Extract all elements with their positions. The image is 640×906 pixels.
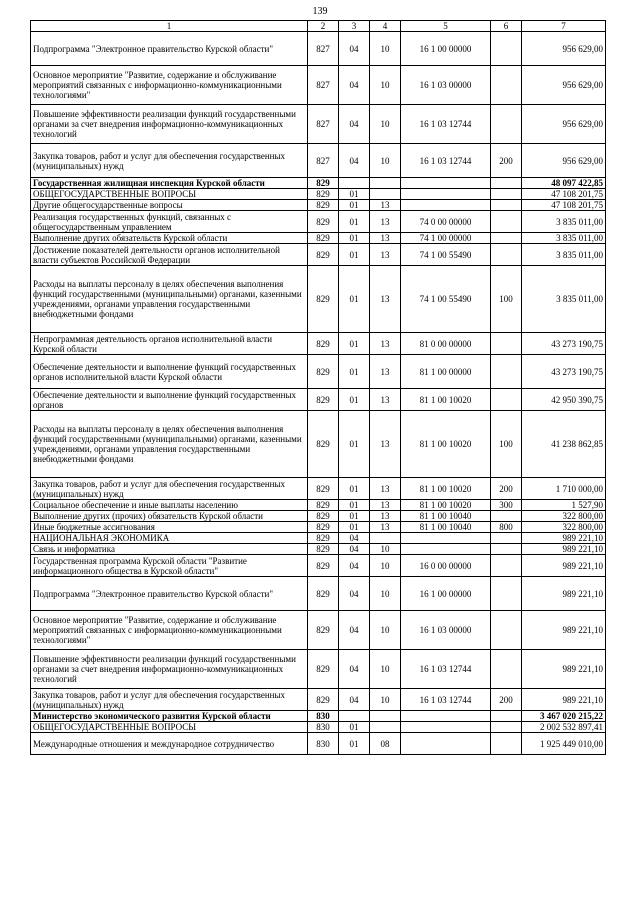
table-row <box>31 478 606 500</box>
table-row <box>31 611 606 650</box>
row-amount: 322 800,00 <box>522 522 606 533</box>
row-grbs: 827 <box>308 144 339 178</box>
row-section <box>339 178 370 189</box>
row-amount: 989 221,10 <box>522 611 606 650</box>
row-target-article: 81 1 00 00000 <box>401 355 491 389</box>
table-row <box>31 105 606 144</box>
row-grbs: 827 <box>308 105 339 144</box>
table-row <box>31 233 606 244</box>
row-section: 01 <box>339 411 370 478</box>
row-amount: 1 710 000,00 <box>522 478 606 500</box>
row-section: 04 <box>339 144 370 178</box>
row-expense-type: 300 <box>491 500 522 511</box>
row-section: 01 <box>339 189 370 200</box>
row-amount: 989 221,10 <box>522 555 606 577</box>
row-name: Повышение эффективности реализации функций государственными органами за счет внедрения информационно-коммуникационных технологий <box>31 650 308 689</box>
row-expense-type <box>491 650 522 689</box>
row-expense-type <box>491 733 522 755</box>
row-grbs: 829 <box>308 355 339 389</box>
row-grbs: 829 <box>308 544 339 555</box>
row-amount: 322 800,00 <box>522 511 606 522</box>
row-expense-type: 100 <box>491 411 522 478</box>
row-grbs: 827 <box>308 32 339 66</box>
row-target-article: 16 1 03 12744 <box>401 144 491 178</box>
table-row <box>31 389 606 411</box>
row-amount: 1 925 449 010,00 <box>522 733 606 755</box>
row-target-article <box>401 544 491 555</box>
row-section: 01 <box>339 478 370 500</box>
row-subsection: 10 <box>370 32 401 66</box>
row-expense-type <box>491 611 522 650</box>
table-row <box>31 355 606 389</box>
table-row <box>31 722 606 733</box>
table-row <box>31 211 606 233</box>
row-subsection: 10 <box>370 66 401 105</box>
row-name: Другие общегосударственные вопросы <box>31 200 308 211</box>
row-target-article: 74 0 00 00000 <box>401 211 491 233</box>
row-expense-type <box>491 211 522 233</box>
row-section: 01 <box>339 389 370 411</box>
row-subsection: 08 <box>370 733 401 755</box>
row-subsection: 13 <box>370 233 401 244</box>
row-section: 01 <box>339 244 370 266</box>
row-name: Основное мероприятие "Развитие, содержание и обслуживание мероприятий связанных с информационно-коммуникационными технологиями" <box>31 66 308 105</box>
table-row <box>31 511 606 522</box>
row-name: Основное мероприятие "Развитие, содержание и обслуживание мероприятий связанных с информационно-коммуникационными технологиями" <box>31 611 308 650</box>
row-section <box>339 711 370 722</box>
row-target-article: 81 1 00 10020 <box>401 500 491 511</box>
row-name: Государственная жилищная инспекция Курской области <box>31 178 308 189</box>
row-name: Закупка товаров, работ и услуг для обеспечения государственных (муниципальных) нужд <box>31 144 308 178</box>
table-row <box>31 555 606 577</box>
row-section: 04 <box>339 611 370 650</box>
row-grbs: 829 <box>308 266 339 333</box>
row-amount: 1 527,90 <box>522 500 606 511</box>
header-col-5: 5 <box>401 21 491 32</box>
row-grbs: 830 <box>308 722 339 733</box>
row-subsection: 10 <box>370 555 401 577</box>
table-row <box>31 333 606 355</box>
row-name: Обеспечение деятельности и выполнение функций государственных органов <box>31 389 308 411</box>
row-amount: 48 097 422,85 <box>522 178 606 189</box>
row-grbs: 829 <box>308 244 339 266</box>
row-name: Государственная программа Курской области "Развитие информационного общества в Курской области" <box>31 555 308 577</box>
row-grbs: 829 <box>308 478 339 500</box>
row-name: Социальное обеспечение и иные выплаты населению <box>31 500 308 511</box>
row-section: 04 <box>339 32 370 66</box>
row-target-article: 81 1 00 10020 <box>401 389 491 411</box>
row-subsection: 13 <box>370 200 401 211</box>
row-name: Выполнение других (прочих) обязательств Курской области <box>31 511 308 522</box>
row-target-article <box>401 733 491 755</box>
row-section: 01 <box>339 266 370 333</box>
header-col-7: 7 <box>522 21 606 32</box>
row-section: 01 <box>339 733 370 755</box>
row-expense-type <box>491 389 522 411</box>
row-name: Расходы на выплаты персоналу в целях обеспечения выполнения функций государственными (муниципальными) органами, казенными учреждениями, органами управления государственными внебюджетными фондами <box>31 266 308 333</box>
row-name: Выполнение других обязательств Курской области <box>31 233 308 244</box>
row-expense-type <box>491 533 522 544</box>
row-name: Реализация государственных функций, связанных с общегосударственным управлением <box>31 211 308 233</box>
row-grbs: 829 <box>308 555 339 577</box>
row-target-article <box>401 200 491 211</box>
table-row <box>31 189 606 200</box>
row-target-article: 16 0 00 00000 <box>401 555 491 577</box>
table-row <box>31 544 606 555</box>
row-amount: 47 108 201,75 <box>522 200 606 211</box>
row-expense-type <box>491 233 522 244</box>
row-name: Международные отношения и международное сотрудничество <box>31 733 308 755</box>
row-name: Расходы на выплаты персоналу в целях обеспечения выполнения функций государственными (муниципальными) органами, казенными учреждениями, органами управления государственными внебюджетными фондами <box>31 411 308 478</box>
row-target-article: 81 0 00 00000 <box>401 333 491 355</box>
row-expense-type <box>491 66 522 105</box>
row-grbs: 829 <box>308 500 339 511</box>
row-target-article <box>401 178 491 189</box>
row-subsection: 10 <box>370 544 401 555</box>
row-subsection: 13 <box>370 333 401 355</box>
row-subsection <box>370 533 401 544</box>
row-expense-type <box>491 244 522 266</box>
header-col-4: 4 <box>370 21 401 32</box>
table-row <box>31 66 606 105</box>
row-target-article: 74 1 00 55490 <box>401 266 491 333</box>
header-col-2: 2 <box>308 21 339 32</box>
row-amount: 956 629,00 <box>522 66 606 105</box>
row-name: Подпрограмма "Электронное правительство Курской области" <box>31 577 308 611</box>
table-row <box>31 178 606 189</box>
row-section: 04 <box>339 555 370 577</box>
row-amount: 42 950 390,75 <box>522 389 606 411</box>
row-subsection: 13 <box>370 500 401 511</box>
row-subsection: 10 <box>370 144 401 178</box>
row-amount: 989 221,10 <box>522 577 606 611</box>
row-target-article <box>401 533 491 544</box>
row-amount: 43 273 190,75 <box>522 355 606 389</box>
row-grbs: 829 <box>308 689 339 711</box>
row-section: 01 <box>339 355 370 389</box>
row-subsection <box>370 178 401 189</box>
row-grbs: 829 <box>308 211 339 233</box>
row-name: ОБЩЕГОСУДАРСТВЕННЫЕ ВОПРОСЫ <box>31 722 308 733</box>
row-grbs: 827 <box>308 66 339 105</box>
row-amount: 989 221,10 <box>522 533 606 544</box>
row-expense-type <box>491 511 522 522</box>
row-amount: 989 221,10 <box>522 544 606 555</box>
row-subsection: 13 <box>370 478 401 500</box>
row-subsection: 10 <box>370 611 401 650</box>
row-amount: 41 238 862,85 <box>522 411 606 478</box>
row-expense-type <box>491 32 522 66</box>
row-section: 01 <box>339 211 370 233</box>
row-subsection <box>370 711 401 722</box>
row-subsection <box>370 722 401 733</box>
row-expense-type: 100 <box>491 266 522 333</box>
table-row <box>31 244 606 266</box>
row-target-article: 74 1 00 55490 <box>401 244 491 266</box>
row-target-article: 81 1 00 10040 <box>401 522 491 533</box>
table-row <box>31 533 606 544</box>
row-amount: 43 273 190,75 <box>522 333 606 355</box>
row-subsection: 13 <box>370 511 401 522</box>
row-expense-type: 800 <box>491 522 522 533</box>
table-body <box>31 32 606 755</box>
row-grbs: 829 <box>308 522 339 533</box>
row-amount: 3 835 011,00 <box>522 244 606 266</box>
table-row <box>31 522 606 533</box>
budget-table <box>30 20 606 755</box>
row-name: Непрограммная деятельность органов исполнительной власти Курской области <box>31 333 308 355</box>
row-name: ОБЩЕГОСУДАРСТВЕННЫЕ ВОПРОСЫ <box>31 189 308 200</box>
table-row <box>31 733 606 755</box>
row-expense-type <box>491 105 522 144</box>
row-expense-type <box>491 711 522 722</box>
row-amount: 3 835 011,00 <box>522 233 606 244</box>
row-expense-type: 200 <box>491 478 522 500</box>
row-amount: 956 629,00 <box>522 32 606 66</box>
row-name: Иные бюджетные ассигнования <box>31 522 308 533</box>
row-grbs: 829 <box>308 611 339 650</box>
row-name: Повышение эффективности реализации функций государственными органами за счет внедрения информационно-коммуникационных технологий <box>31 105 308 144</box>
row-expense-type <box>491 355 522 389</box>
row-grbs: 829 <box>308 189 339 200</box>
row-expense-type: 200 <box>491 144 522 178</box>
row-section: 01 <box>339 722 370 733</box>
row-grbs: 829 <box>308 200 339 211</box>
row-amount: 3 467 020 215,22 <box>522 711 606 722</box>
row-section: 04 <box>339 577 370 611</box>
row-grbs: 829 <box>308 333 339 355</box>
table-row <box>31 32 606 66</box>
row-subsection: 13 <box>370 244 401 266</box>
table-row <box>31 650 606 689</box>
row-subsection: 10 <box>370 577 401 611</box>
row-target-article: 16 1 03 12744 <box>401 105 491 144</box>
row-amount: 3 835 011,00 <box>522 266 606 333</box>
row-name: Подпрограмма "Электронное правительство Курской области" <box>31 32 308 66</box>
row-grbs: 830 <box>308 733 339 755</box>
row-name: НАЦИОНАЛЬНАЯ ЭКОНОМИКА <box>31 533 308 544</box>
row-name: Связь и информатика <box>31 544 308 555</box>
row-grbs: 829 <box>308 533 339 544</box>
row-section: 01 <box>339 511 370 522</box>
row-target-article: 81 1 00 10040 <box>401 511 491 522</box>
row-target-article: 16 1 00 00000 <box>401 577 491 611</box>
row-section: 04 <box>339 533 370 544</box>
row-name: Достижение показателей деятельности органов исполнительной власти субъектов Российской Федерации <box>31 244 308 266</box>
row-amount: 3 835 011,00 <box>522 211 606 233</box>
row-amount: 956 629,00 <box>522 144 606 178</box>
row-target-article: 16 1 03 12744 <box>401 650 491 689</box>
row-target-article <box>401 722 491 733</box>
row-subsection <box>370 189 401 200</box>
row-subsection: 13 <box>370 211 401 233</box>
row-grbs: 829 <box>308 411 339 478</box>
row-target-article: 81 1 00 10020 <box>401 478 491 500</box>
row-target-article: 16 1 03 00000 <box>401 611 491 650</box>
row-expense-type <box>491 555 522 577</box>
row-expense-type <box>491 333 522 355</box>
row-expense-type <box>491 189 522 200</box>
row-target-article: 74 1 00 00000 <box>401 233 491 244</box>
row-section: 01 <box>339 522 370 533</box>
row-expense-type <box>491 200 522 211</box>
row-target-article: 16 1 03 00000 <box>401 66 491 105</box>
table-row <box>31 266 606 333</box>
table-row <box>31 689 606 711</box>
row-name: Обеспечение деятельности и выполнение функций государственных органов исполнительной власти Курской области <box>31 355 308 389</box>
page-number: 139 <box>312 6 328 17</box>
row-section: 01 <box>339 333 370 355</box>
table-row <box>31 144 606 178</box>
header-col-6: 6 <box>491 21 522 32</box>
row-expense-type <box>491 544 522 555</box>
row-grbs: 830 <box>308 711 339 722</box>
table-row <box>31 711 606 722</box>
row-grbs: 829 <box>308 650 339 689</box>
row-subsection: 10 <box>370 689 401 711</box>
header-row <box>31 21 606 32</box>
row-section: 04 <box>339 689 370 711</box>
row-target-article <box>401 711 491 722</box>
row-subsection: 13 <box>370 389 401 411</box>
row-subsection: 13 <box>370 522 401 533</box>
row-target-article <box>401 189 491 200</box>
row-target-article: 81 1 00 10020 <box>401 411 491 478</box>
row-section: 01 <box>339 200 370 211</box>
row-amount: 47 108 201,75 <box>522 189 606 200</box>
row-grbs: 829 <box>308 389 339 411</box>
row-grbs: 829 <box>308 233 339 244</box>
row-grbs: 829 <box>308 178 339 189</box>
header-col-1: 1 <box>31 21 308 32</box>
row-section: 01 <box>339 500 370 511</box>
row-subsection: 10 <box>370 650 401 689</box>
row-subsection: 13 <box>370 411 401 478</box>
header-col-3: 3 <box>339 21 370 32</box>
row-subsection: 13 <box>370 355 401 389</box>
row-subsection: 13 <box>370 266 401 333</box>
row-section: 04 <box>339 66 370 105</box>
row-name: Закупка товаров, работ и услуг для обеспечения государственных (муниципальных) нужд <box>31 478 308 500</box>
row-section: 01 <box>339 233 370 244</box>
row-section: 04 <box>339 650 370 689</box>
row-amount: 2 002 532 897,41 <box>522 722 606 733</box>
row-section: 04 <box>339 105 370 144</box>
row-expense-type: 200 <box>491 689 522 711</box>
row-amount: 989 221,10 <box>522 650 606 689</box>
row-section: 04 <box>339 544 370 555</box>
table-row <box>31 200 606 211</box>
row-expense-type <box>491 577 522 611</box>
row-grbs: 829 <box>308 577 339 611</box>
row-expense-type <box>491 722 522 733</box>
row-amount: 956 629,00 <box>522 105 606 144</box>
row-target-article: 16 1 00 00000 <box>401 32 491 66</box>
row-amount: 989 221,10 <box>522 689 606 711</box>
row-subsection: 10 <box>370 105 401 144</box>
table-row <box>31 500 606 511</box>
row-name: Закупка товаров, работ и услуг для обеспечения государственных (муниципальных) нужд <box>31 689 308 711</box>
row-target-article: 16 1 03 12744 <box>401 689 491 711</box>
row-name: Министерство экономического развития Курской области <box>31 711 308 722</box>
table-row <box>31 411 606 478</box>
row-expense-type <box>491 178 522 189</box>
row-grbs: 829 <box>308 511 339 522</box>
table-row <box>31 577 606 611</box>
